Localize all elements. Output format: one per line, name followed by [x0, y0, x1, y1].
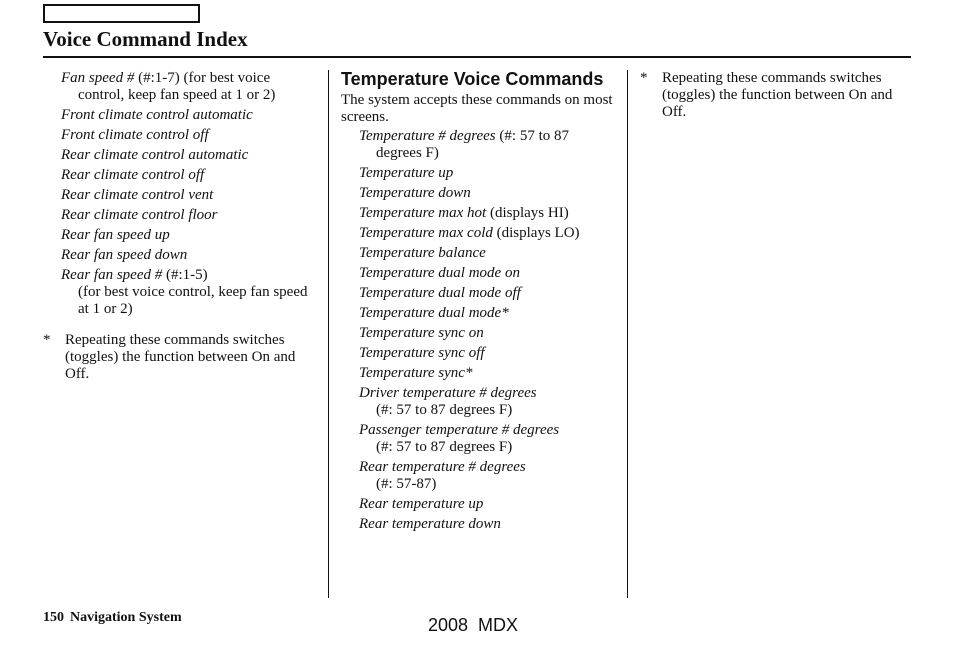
command-text: Rear temperature up [359, 496, 484, 512]
footer-page-info [43, 610, 182, 626]
command-text: Temperature dual mode* [359, 305, 509, 321]
command-text: Temperature # degrees [359, 128, 496, 144]
command-text: Rear climate control off [61, 167, 205, 183]
right-footnote [640, 70, 910, 121]
command-note-continued: control, keep fan speed at 1 or 2) [78, 87, 276, 103]
left-footnote [43, 332, 316, 383]
command-text: Passenger temperature # degrees [359, 422, 560, 438]
command-item [61, 147, 316, 164]
command-text: Temperature sync* [359, 365, 473, 381]
command-item [359, 325, 617, 342]
temperature-command-list [341, 128, 617, 533]
command-item [359, 265, 617, 282]
column-divider-left [328, 70, 329, 598]
command-text: Temperature sync on [359, 325, 484, 341]
page-number: 150 [43, 610, 64, 625]
footnote-text: Repeating these commands switches (toggles) the function between On and Off. [65, 332, 296, 382]
command-item [61, 247, 316, 264]
command-note: (#:1-5) [162, 267, 208, 283]
command-text: Rear temperature # degrees [359, 459, 526, 475]
right-column [640, 70, 910, 121]
command-item [61, 127, 316, 144]
header-tab-box [43, 4, 200, 23]
command-note-continued: (#: 57-87) [376, 476, 437, 492]
command-text: Temperature dual mode off [359, 285, 521, 301]
column-divider-right [627, 70, 628, 598]
footnote-text: Repeating these commands switches (toggles) the function between On and Off. [662, 70, 893, 120]
command-item [61, 187, 316, 204]
command-note: (displays HI) [486, 205, 569, 221]
command-text: Rear temperature down [359, 516, 501, 532]
command-note: (#:1-7) (for best voice [134, 70, 271, 86]
command-text: Temperature up [359, 165, 454, 181]
middle-column [341, 69, 617, 536]
command-note-continued: (#: 57 to 87 degrees F) [376, 439, 513, 455]
command-item [61, 207, 316, 224]
command-text: Rear fan speed up [61, 227, 170, 243]
command-item [359, 365, 617, 382]
command-item [61, 267, 316, 318]
command-item [359, 128, 617, 162]
command-item [61, 70, 316, 104]
command-item [359, 185, 617, 202]
header-rule [43, 56, 911, 58]
command-text: Rear climate control vent [61, 187, 214, 203]
command-item [61, 227, 316, 244]
command-item [359, 516, 617, 533]
command-item [359, 422, 617, 456]
left-column [43, 70, 316, 383]
command-text: Rear fan speed down [61, 247, 188, 263]
command-text: Temperature balance [359, 245, 486, 261]
command-text: Rear climate control floor [61, 207, 218, 223]
command-note-continued: (for best voice control, keep fan speed at 1 or 2) [78, 284, 308, 317]
command-item [359, 225, 617, 242]
command-item [359, 205, 617, 222]
section-intro: The system accepts these commands on most screens. [341, 92, 613, 125]
command-item [359, 496, 617, 513]
command-item [61, 167, 316, 184]
command-item [359, 305, 617, 322]
command-note-continued: degrees F) [376, 145, 439, 161]
command-item [359, 385, 617, 419]
page-title: Voice Command Index [43, 27, 248, 51]
command-text: Temperature max hot [359, 205, 487, 221]
command-note-continued: (#: 57 to 87 degrees F) [376, 402, 513, 418]
command-text: Driver temperature # degrees [359, 385, 537, 401]
command-text: Temperature max cold [359, 225, 493, 241]
command-text: Front climate control automatic [61, 107, 253, 123]
command-text: Front climate control off [61, 127, 209, 143]
command-item [359, 285, 617, 302]
command-note: (#: 57 to 87 [495, 128, 569, 144]
command-text: Fan speed # [61, 70, 135, 86]
left-command-list [61, 70, 316, 318]
command-item [359, 459, 617, 493]
command-text: Temperature sync off [359, 345, 485, 361]
section-name: Navigation System [70, 610, 182, 625]
command-item [61, 107, 316, 124]
command-text: Rear fan speed # [61, 267, 163, 283]
command-item [359, 345, 617, 362]
command-item [359, 245, 617, 262]
footnote-asterisk: * [43, 332, 51, 348]
command-text: Temperature dual mode on [359, 265, 520, 281]
section-heading: Temperature Voice Commands [341, 69, 604, 89]
footer-model: 2008 MDX [428, 615, 519, 635]
command-note: (displays LO) [492, 225, 580, 241]
footnote-asterisk: * [640, 70, 648, 86]
command-text: Temperature down [359, 185, 471, 201]
command-text: Rear climate control automatic [61, 147, 249, 163]
command-item [359, 165, 617, 182]
